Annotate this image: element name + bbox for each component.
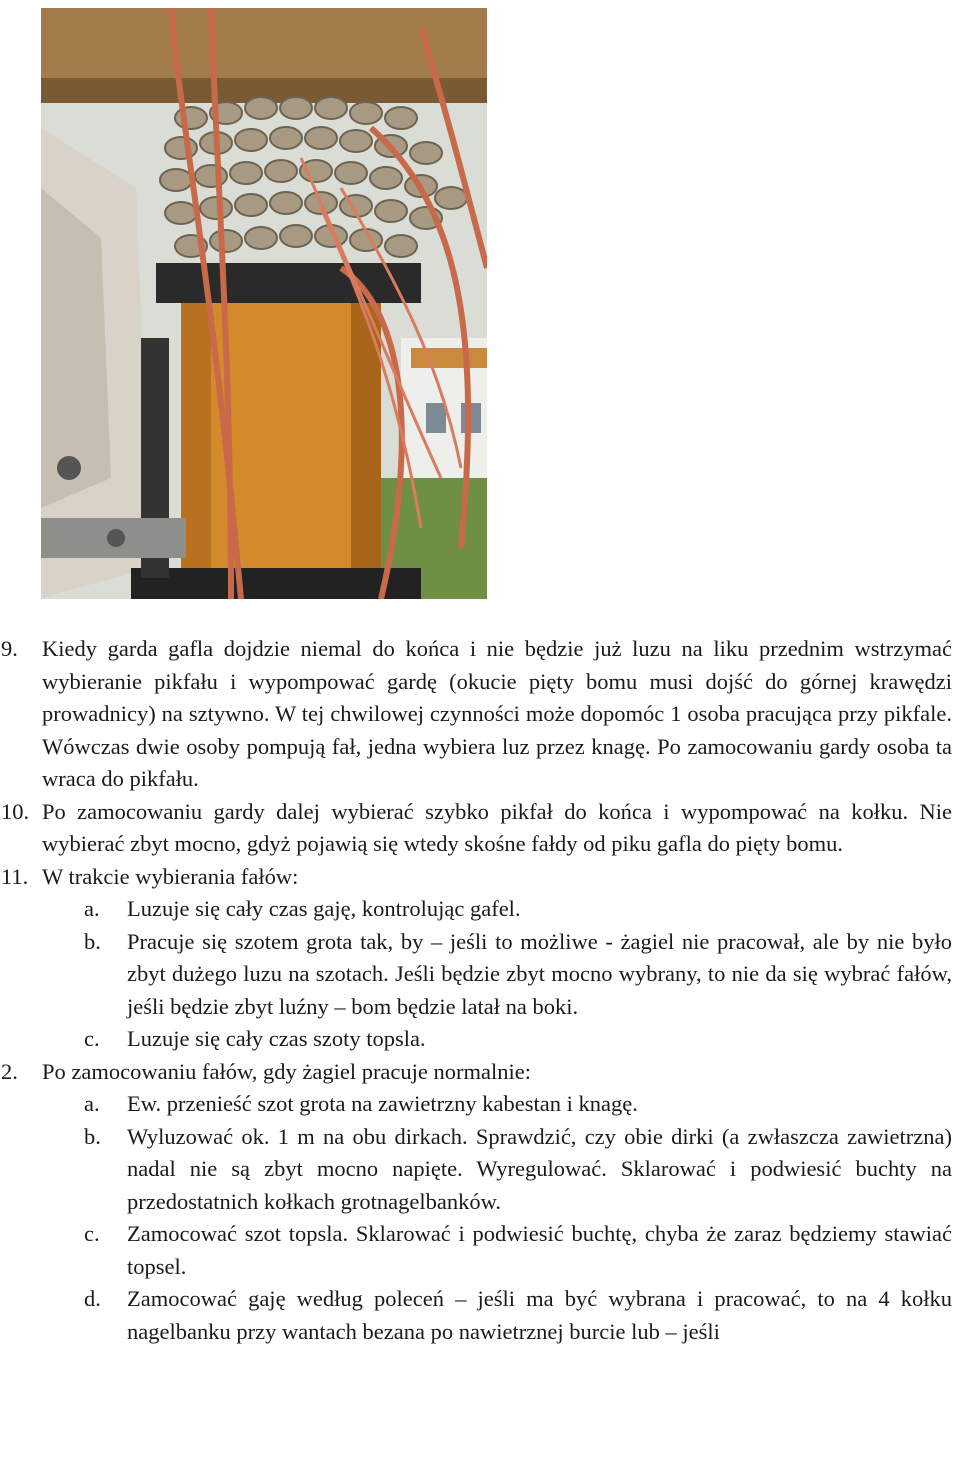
item-number: 9. xyxy=(1,636,18,661)
list-subitem xyxy=(0,926,960,1024)
document-body xyxy=(0,633,960,1348)
photo-illustration xyxy=(41,8,487,599)
subitem-text: Wyluzować ok. 1 m na obu dirkach. Sprawdzić, czy obie dirki (a zwłaszcza zawietrzna) nadal nie są zbyt mocno napięte. Wyregulować. Sklarować i podwiesić buchty na przedostatnich kołkach grotnagelbanków. xyxy=(127,1123,952,1214)
subitem-letter: a. xyxy=(84,1091,100,1116)
subitem-letter: b. xyxy=(84,928,101,954)
subitem-text: Zamocować szot topsla. Sklarować i podwiesić buchtę, chyba że zaraz będziemy stawiać topsel. xyxy=(127,1221,952,1279)
subitem-letter: b. xyxy=(84,1123,101,1149)
mast-rigging-photo xyxy=(41,8,487,599)
subitem-text: Luzuje się cały czas szoty topsla. xyxy=(127,1026,426,1051)
subitem-text: Luzuje się cały czas gaję, kontrolując gafel. xyxy=(127,896,521,921)
list-item xyxy=(0,796,960,861)
list-item xyxy=(0,1056,960,1089)
list-item xyxy=(0,633,960,796)
subitem-text: Zamocować gaję według poleceń – jeśli ma być wybrana i pracować, to na 4 kołku nagelbanku przy wantach bezana po nawietrznej burcie lub – jeśli xyxy=(127,1286,952,1344)
item-text: W trakcie wybierania fałów: xyxy=(42,863,299,889)
list-subitem xyxy=(0,1121,960,1219)
item-text: Po zamocowaniu gardy dalej wybierać szybko pikfał do końca i wypompować na kołku. Nie wybierać zbyt mocno, gdyż pojawią się wtedy skośne fałdy od piku gafla do pięty bomu. xyxy=(42,798,952,856)
list-subitem xyxy=(0,1283,960,1348)
subitem-letter: a. xyxy=(84,896,100,921)
item-number: 2. xyxy=(1,1058,18,1084)
list-subitem xyxy=(0,893,960,926)
subitem-letter: d. xyxy=(84,1286,101,1311)
item-number: 10. xyxy=(1,798,30,824)
item-number: 11. xyxy=(1,863,29,889)
subitem-letter: c. xyxy=(84,1026,100,1051)
subitem-text: Ew. przenieść szot grota na zawietrzny kabestan i knagę. xyxy=(127,1091,638,1116)
list-subitem xyxy=(0,1218,960,1283)
item-text: Po zamocowaniu fałów, gdy żagiel pracuje normalnie: xyxy=(42,1058,531,1084)
subitem-letter: c. xyxy=(84,1221,100,1246)
list-subitem xyxy=(0,1023,960,1056)
list-subitem xyxy=(0,1088,960,1121)
subitem-text: Pracuje się szotem grota tak, by – jeśli to możliwe - żagiel nie pracował, ale by nie było zbyt dużego luzu na szotach. Jeśli będzie zbyt mocno wybrany, to nie da się wybrać fałów, jeśli będzie zbyt luźny – bom będzie latał na boki. xyxy=(127,928,952,1019)
list-item xyxy=(0,861,960,894)
item-text: Kiedy garda gafla dojdzie niemal do końca i nie będzie już luzu na liku przednim wstrzymać wybieranie pikfału i wypompować gardę (okucie pięty bomu musi dojść do górnej krawędzi prowadnicy) na sztywno. W tej chwilowej czynności może dopomóc 1 osoba pracująca przy pikfale. Wówczas dwie osoby pompują fał, jedna wybiera luz przez knagę. Po zamocowaniu gardy osoba ta wraca do pikfału. xyxy=(42,636,952,791)
